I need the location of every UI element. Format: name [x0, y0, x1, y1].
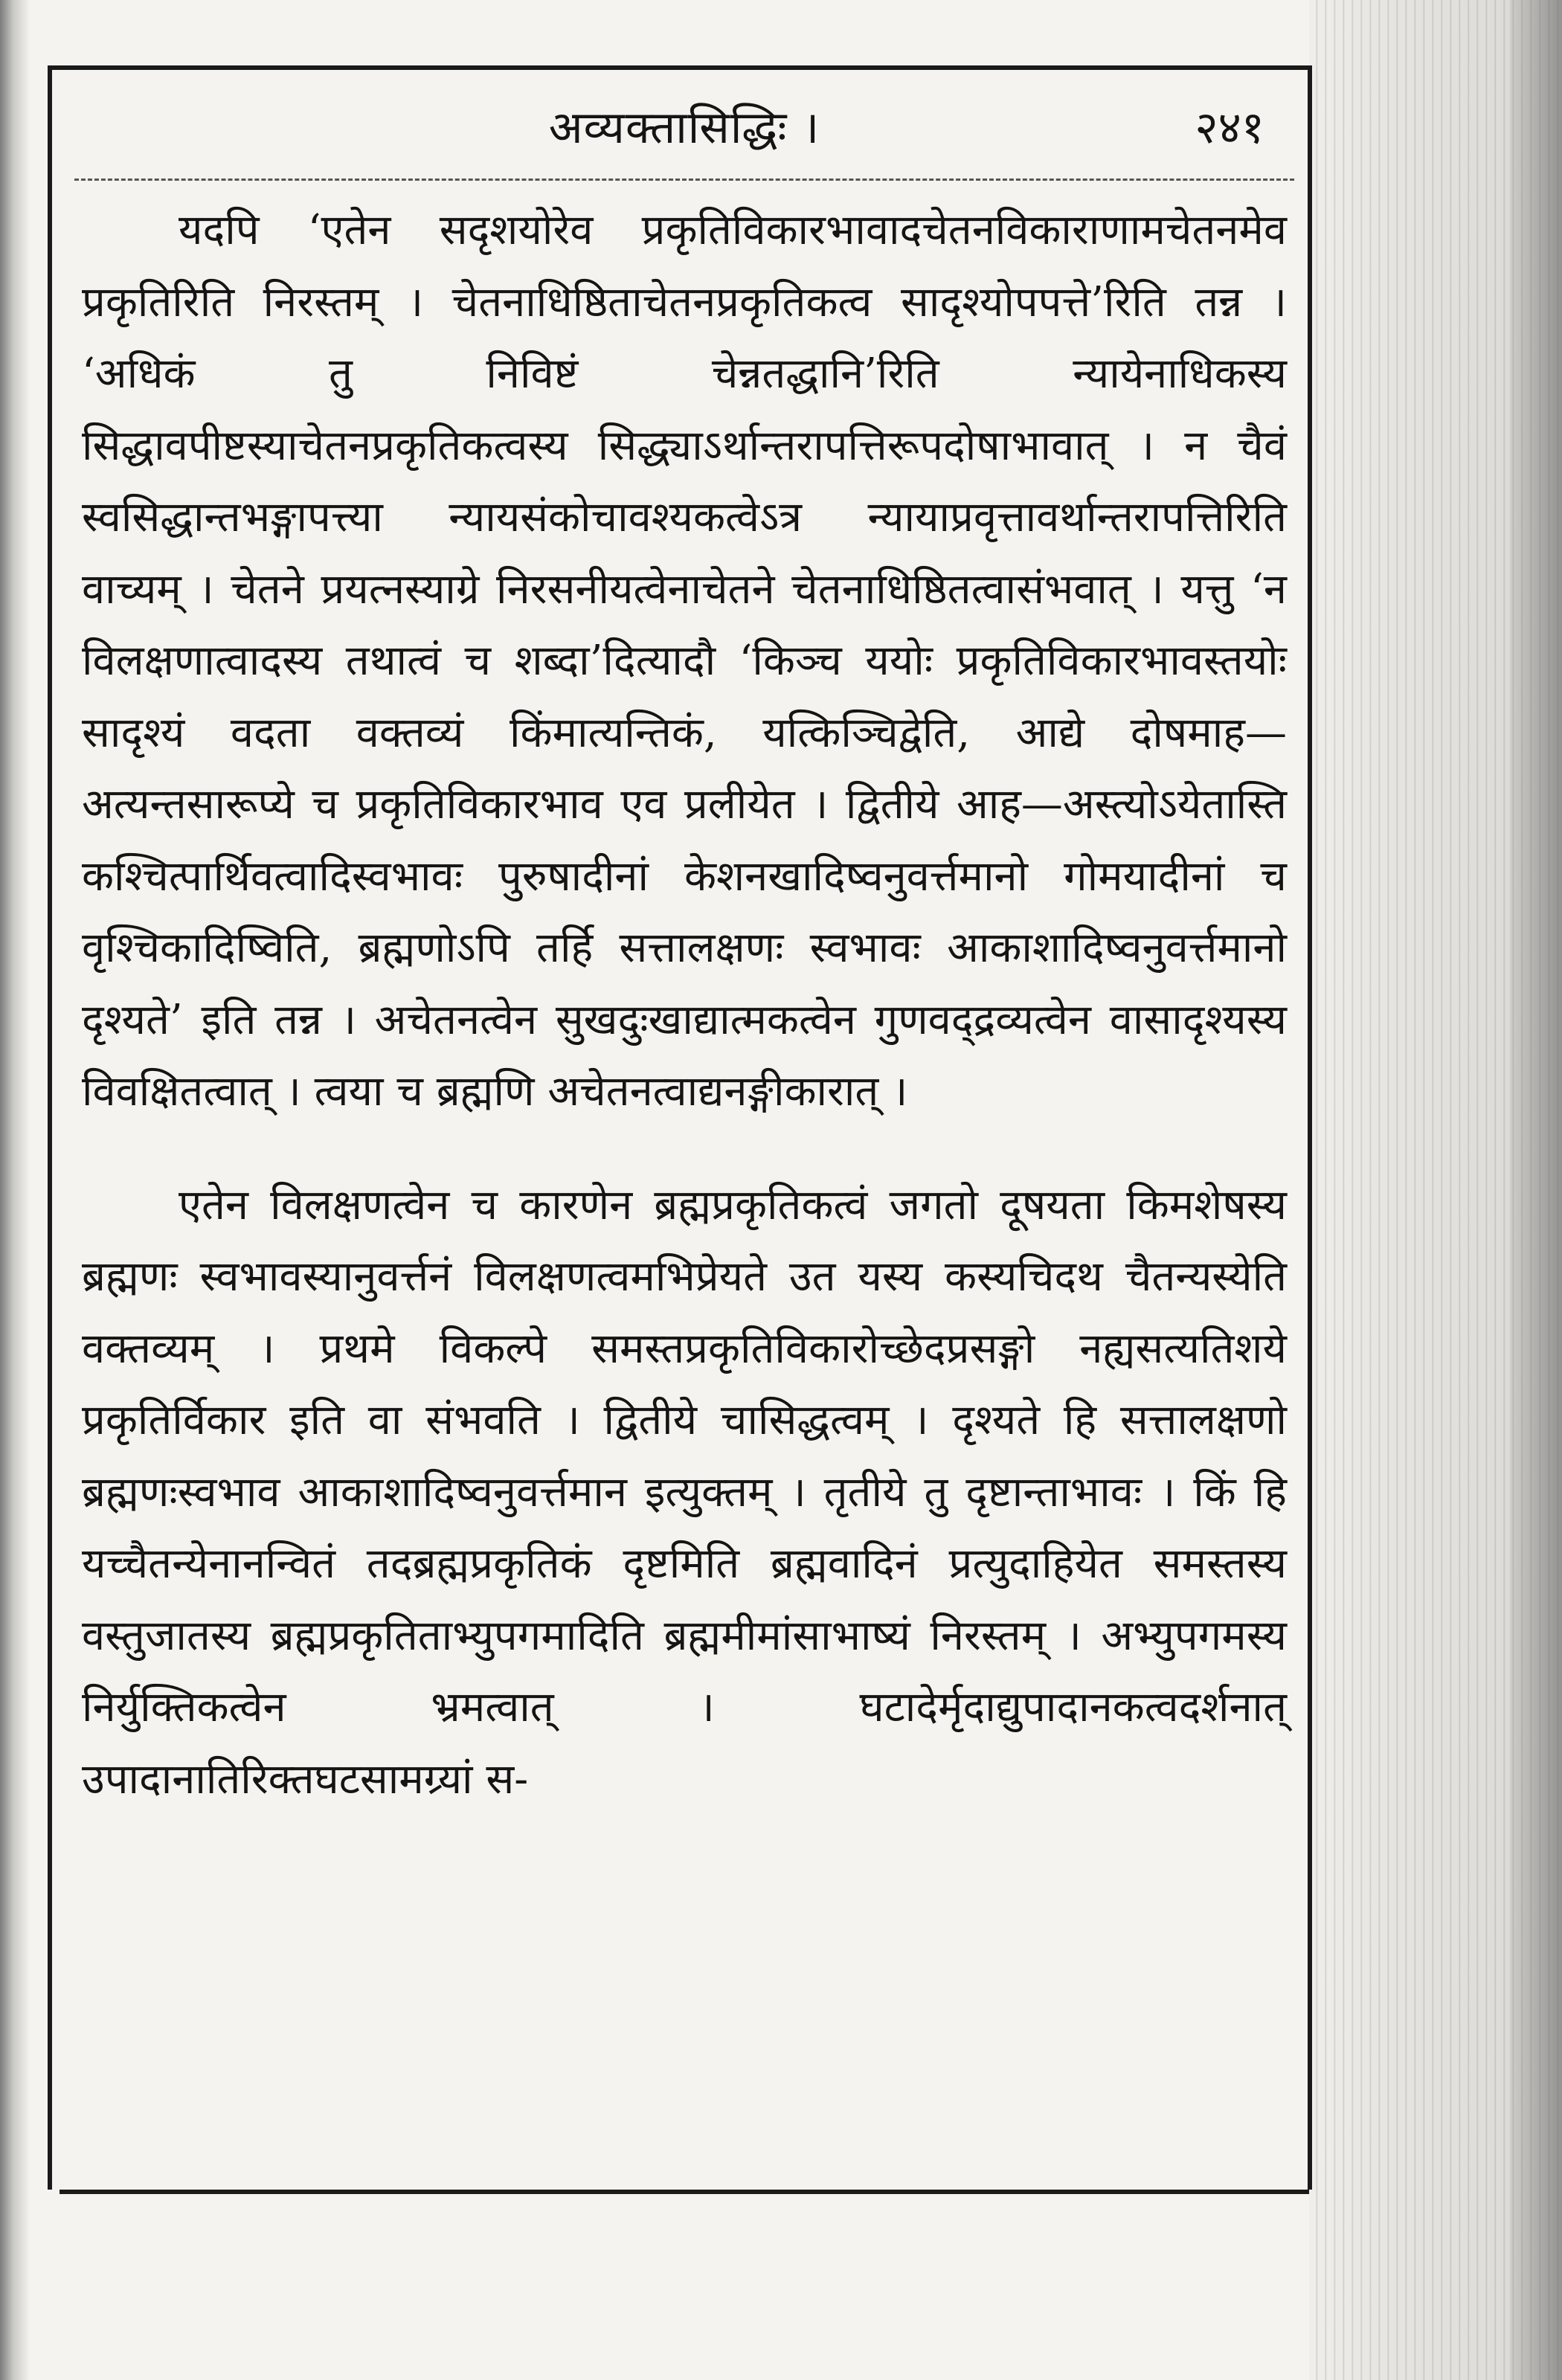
page-bottom-rule	[60, 2190, 1309, 2194]
paragraph: यदपि ‘एतेन सदृशयोरेव प्रकृतिविकारभावादचेतनविकाराणामचेतनमेव प्रकृतिरिति निरस्तम् । चेतनाधिष्ठिताचेतनप्रकृतिकत्व सादृश्योपपत्ते’रिति तन्न । ‘अधिकं तु निविष्टं चेन्नतद्धानि’रिति न्यायेनाधिकस्य सिद्धावपीष्टस्याचेतनप्रकृतिकत्वस्य सिद्ध्याऽर्थान्तरापत्तिरूपदोषाभावात् । न चैवं स्वसिद्धान्तभङ्गापत्त्या न्यायसंकोचावश्यकत्वेऽत्र न्यायाप्रवृत्तावर्थान्तरापत्तिरिति वाच्यम् । चेतने प्रयत्नस्याग्रे निरसनीयत्वेनाचेतने चेतनाधिष्ठितत्वासंभवात् । यत्तु ‘न विलक्षणात्वादस्य तथात्वं च शब्दा’दित्यादौ ‘किञ्च ययोः प्रकृतिविकारभावस्तयोः सादृश्यं वदता वक्तव्यं किंमात्यन्तिकं, यत्किञ्चिद्वेति, आद्ये दोषमाह—अत्यन्तसारूप्ये च प्रकृतिविकारभाव एव प्रलीयेत । द्वितीये आह—अस्त्योऽयेतास्ति कश्चित्पार्थिवत्वादिस्वभावः पुरुषादीनां केशनखादिष्वनुवर्त्तमानो गोमयादीनां च वृश्चिकादिष्विति, ब्रह्मणोऽपि तर्हि सत्तालक्षणः स्वभावः आकाशादिष्वनुवर्त्तमानो दृश्यते’ इति तन्न । अचेतनत्वेन सुखदुःखाद्यात्मकत्वेन गुणवद्द्रव्यत्वेन वासादृश्यस्य विवक्षितत्वात् । त्वया च ब्रह्मणि अचेतनत्वाद्यनङ्गीकारात् ।	[82, 206, 1287, 1116]
paragraph-spacer	[82, 1128, 1287, 1170]
scan-left-edge	[0, 0, 30, 2380]
page-header	[74, 88, 1294, 170]
page-number: २४१	[1195, 102, 1264, 154]
scan-right-edge	[1510, 0, 1562, 2380]
header-divider	[74, 178, 1294, 181]
paragraph: एतेन विलक्षणत्वेन च कारणेन ब्रह्मप्रकृतिकत्वं जगतो दूषयता किमशेषस्य ब्रह्मणः स्वभावस्यानुवर्त्तनं विलक्षणत्वमभिप्रेयते उत यस्य कस्यचिदथ चैतन्यस्येति वक्तव्यम् । प्रथमे विकल्पे समस्तप्रकृतिविकारोच्छेदप्रसङ्गो नह्यसत्यतिशये प्रकृतिर्विकार इति वा संभवति । द्वितीये चासिद्धत्वम् । दृश्यते हि सत्तालक्षणो ब्रह्मणःस्वभाव आकाशादिष्वनुवर्त्तमान इत्युक्तम् । तृतीये तु दृष्टान्ताभावः । किं हि यच्चैतन्येनानन्वितं तदब्रह्मप्रकृतिकं दृष्टमिति ब्रह्मवादिनं प्रत्युदाहियेत समस्तस्य वस्तुजातस्य ब्रह्मप्रकृतिताभ्युपगमादिति ब्रह्ममीमांसाभाष्यं निरस्तम् । अभ्युपगमस्य निर्युक्तिकत्वेन भ्रमत्वात् । घटादेर्मृदाद्युपादानकत्वदर्शनात् उपादानातिरिक्तघटसामग्र्यां स-	[82, 1180, 1287, 1804]
running-title: अव्यक्तासिद्धिः ।	[548, 102, 820, 154]
page-body	[82, 195, 1287, 1815]
